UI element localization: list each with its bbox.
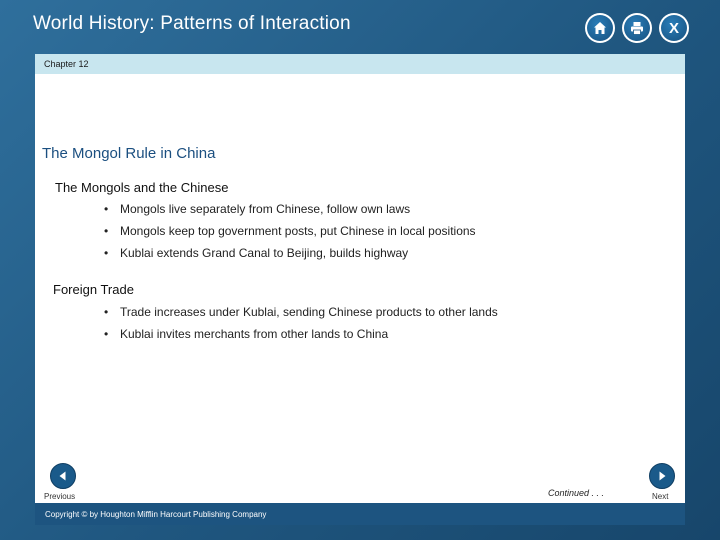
previous-label[interactable]: Previous	[44, 492, 76, 501]
home-icon	[592, 20, 608, 36]
arrow-right-icon	[656, 470, 668, 482]
list-item: • Kublai extends Grand Canal to Beijing, builds highway	[104, 246, 409, 260]
next-label[interactable]: Next	[652, 492, 669, 501]
close-icon: X	[668, 19, 679, 37]
close-button[interactable]	[659, 13, 689, 43]
continued-label: Continued . . .	[548, 488, 605, 498]
chapter-label: Chapter 12	[44, 59, 89, 69]
previous-button[interactable]	[50, 463, 76, 489]
bullet-list-mongols	[104, 198, 476, 264]
next-button[interactable]	[649, 463, 675, 489]
list-item: • Mongols keep top government posts, put Chinese in local positions	[104, 224, 476, 238]
slide-heading: The Mongol Rule in China	[42, 145, 216, 162]
section-title-trade: Foreign Trade	[53, 282, 134, 297]
copyright-text: Copyright © by Houghton Mifflin Harcourt Publishing Company	[45, 510, 267, 519]
chapter-bar	[35, 54, 685, 74]
bullet-list-trade	[104, 301, 498, 345]
section-title-mongols: The Mongols and the Chinese	[55, 180, 229, 195]
home-button[interactable]	[585, 13, 615, 43]
print-icon	[629, 20, 645, 36]
list-item: • Kublai invites merchants from other lands to China	[104, 327, 389, 341]
list-item: • Trade increases under Kublai, sending Chinese products to other lands	[104, 305, 498, 319]
slide-content	[35, 54, 685, 503]
print-button[interactable]	[622, 13, 652, 43]
footer-bar	[35, 503, 685, 525]
app-title: World History: Patterns of Interaction	[33, 13, 351, 34]
list-item: • Mongols live separately from Chinese, follow own laws	[104, 202, 411, 216]
arrow-left-icon	[57, 470, 69, 482]
